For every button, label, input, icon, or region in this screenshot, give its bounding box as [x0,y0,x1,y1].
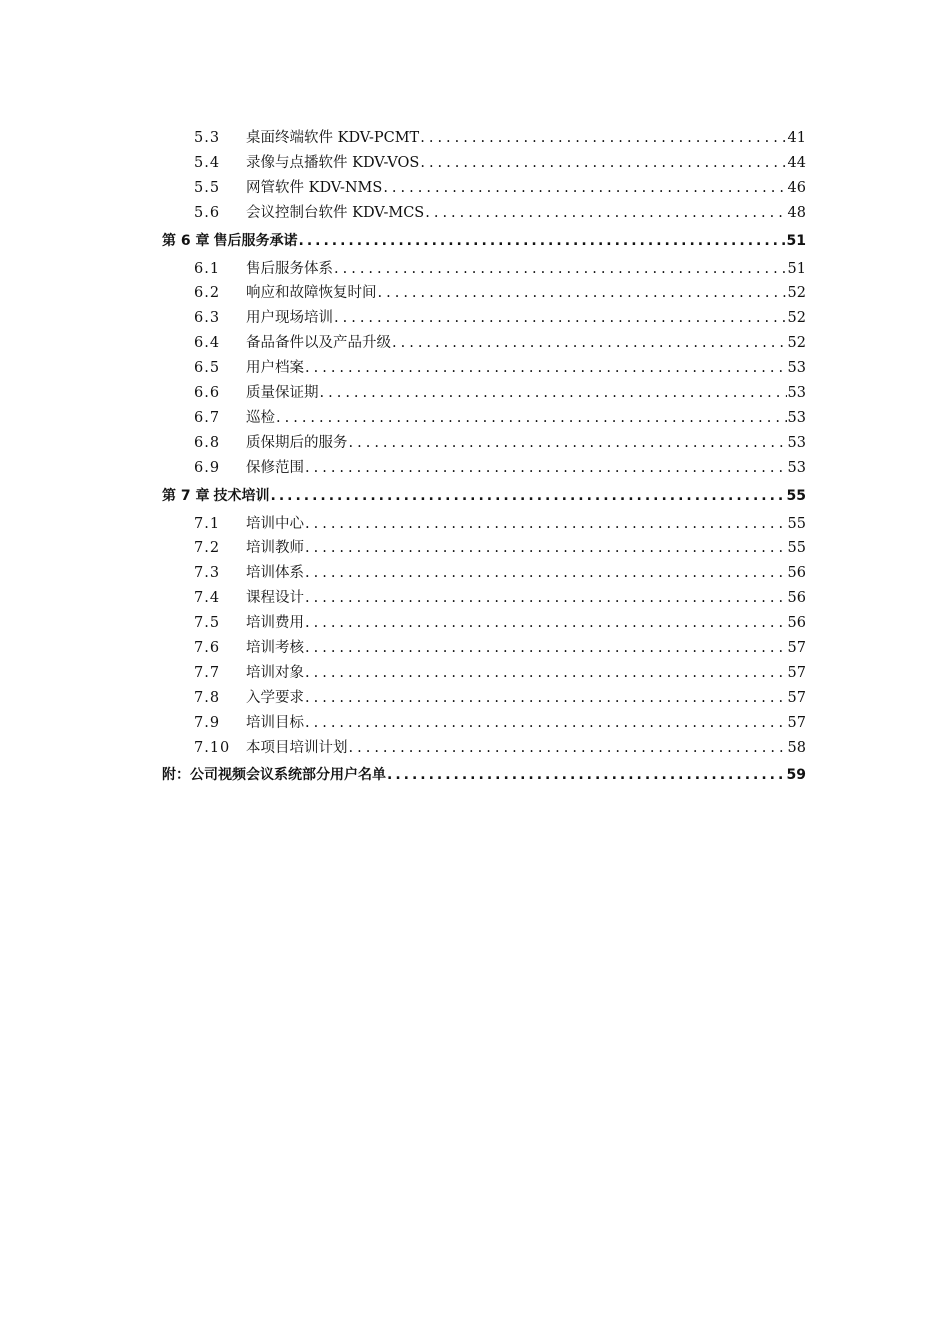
toc-entry-6-2[interactable] [162,281,806,306]
toc-entry-title: 本项目培训计划 [246,739,348,756]
toc-entry-number: 6.9 [194,459,221,476]
toc-entry-number: 7.1 [194,515,221,532]
toc-entry-page: 53 [787,434,806,451]
toc-chapter-page: 55 [786,487,806,504]
toc-entry-title: 桌面终端软件 KDV-PCMT [246,130,420,146]
toc-entry-6-1[interactable] [162,257,806,282]
toc-entry-7-5[interactable] [162,611,806,636]
toc-entry-page: 57 [787,689,806,706]
toc-entry-6-7[interactable] [162,406,806,431]
toc-entry-page: 52 [787,285,806,302]
toc-entry-title: 培训体系 [246,565,304,582]
toc-entry-title: 响应和故障恢复时间 [246,285,377,302]
toc-entry-7-9[interactable] [162,711,806,736]
toc-dot-leader [305,536,787,561]
toc-chapter-page: 51 [786,232,806,249]
toc-entry-6-4[interactable] [162,331,806,356]
toc-entry-number: 6.8 [194,434,221,451]
toc-entry-title: 入学要求 [246,689,304,706]
toc-entry-title: 培训费用 [246,615,304,632]
toc-entry-5-3[interactable] [162,126,806,151]
toc-dot-leader [387,760,786,791]
toc-entry-number: 7.3 [194,565,221,582]
toc-entry-7-4[interactable] [162,586,806,611]
toc-dot-leader [271,481,786,512]
toc-entry-page: 56 [787,590,806,607]
toc-entry-title: 课程设计 [246,590,304,607]
toc-entry-number: 6.2 [194,285,221,302]
toc-entry-page: 56 [787,565,806,582]
toc-entry-7-6[interactable] [162,636,806,661]
toc-entry-title: 巡检 [246,409,275,426]
toc-entry-6-6[interactable] [162,381,806,406]
toc-entry-page: 53 [787,385,806,402]
toc-entry-number: 7.7 [194,664,221,681]
toc-entry-title: 用户档案 [246,360,304,377]
toc-entry-page: 52 [787,310,806,327]
toc-dot-leader [420,126,786,151]
toc-entry-title: 保修范围 [246,459,304,476]
toc-entry-page: 57 [787,664,806,681]
toc-entry-number: 5.4 [194,154,221,171]
toc-entry-title: 质量保证期 [246,385,319,402]
toc-entry-page: 48 [787,204,806,221]
toc-dot-leader [305,611,787,636]
toc-chapter-title: 技术培训 [213,487,270,504]
toc-dot-leader [383,176,786,201]
toc-entry-number: 7.2 [194,540,221,557]
toc-entry-page: 56 [787,615,806,632]
toc-entry-number: 7.9 [194,714,221,731]
toc-entry-page: 53 [787,459,806,476]
toc-entry-6-8[interactable] [162,431,806,456]
toc-entry-number: 5.6 [194,204,221,221]
toc-entry-title: 备品备件以及产品升级 [246,335,391,352]
toc-entry-7-8[interactable] [162,686,806,711]
toc-entry-page: 52 [787,335,806,352]
toc-entry-title: 培训目标 [246,714,304,731]
toc-entry-page: 55 [787,540,806,557]
toc-entry-title: 培训考核 [246,640,304,657]
toc-dot-leader [334,257,787,282]
toc-entry-number: 7.10 [194,739,231,756]
toc-dot-leader [299,226,786,257]
toc-entry-title: 售后服务体系 [246,260,333,277]
toc-entry-5-5[interactable] [162,176,806,201]
toc-entry-number: 7.4 [194,590,221,607]
toc-entry-title: 培训中心 [246,515,304,532]
toc-entry-page: 53 [787,360,806,377]
toc-dot-leader [392,331,787,356]
toc-chapter-7[interactable] [162,481,806,512]
table-of-contents [162,126,806,791]
toc-entry-title: 培训教师 [246,540,304,557]
toc-dot-leader [349,431,787,456]
toc-entry-number: 5.5 [194,179,221,196]
toc-dot-leader [305,561,787,586]
toc-entry-6-9[interactable] [162,456,806,481]
toc-entry-title: 质保期后的服务 [246,434,348,451]
toc-entry-number: 6.5 [194,360,221,377]
toc-appendix-page: 59 [786,767,806,784]
toc-entry-page: 57 [787,640,806,657]
toc-dot-leader [305,586,787,611]
toc-entry-7-1[interactable] [162,512,806,537]
toc-entry-title: 网管软件 KDV-NMS [246,179,383,196]
toc-entry-number: 6.3 [194,310,221,327]
toc-entry-number: 7.8 [194,689,221,706]
toc-entry-number: 5.3 [194,130,221,146]
toc-dot-leader [305,686,787,711]
toc-dot-leader [276,406,787,431]
toc-dot-leader [320,381,787,406]
toc-entry-7-2[interactable] [162,536,806,561]
toc-entry-number: 7.6 [194,640,221,657]
toc-entry-7-7[interactable] [162,661,806,686]
toc-entry-title: 录像与点播软件 KDV-VOS [246,154,420,171]
toc-entry-page: 44 [787,154,806,171]
toc-entry-5-4[interactable] [162,151,806,176]
toc-entry-page: 53 [787,409,806,426]
toc-entry-6-3[interactable] [162,306,806,331]
toc-dot-leader [420,151,786,176]
toc-chapter-6[interactable] [162,226,806,257]
toc-entry-page: 55 [787,515,806,532]
toc-chapter-number: 第 6 章 [162,232,210,249]
toc-entry-7-3[interactable] [162,561,806,586]
toc-entry-page: 58 [787,739,806,756]
toc-dot-leader [349,736,787,761]
toc-appendix-title: 附：公司视频会议系统部分用户名单 [162,767,386,784]
toc-dot-leader [425,201,786,226]
toc-dot-leader [334,306,787,331]
toc-entry-title: 培训对象 [246,664,304,681]
toc-entry-number: 6.7 [194,409,221,426]
toc-entry-page: 51 [787,260,806,277]
toc-entry-page: 57 [787,714,806,731]
toc-dot-leader [305,636,787,661]
toc-entry-number: 6.4 [194,335,221,352]
toc-entry-6-5[interactable] [162,356,806,381]
toc-appendix[interactable] [162,760,806,791]
toc-dot-leader [305,711,787,736]
toc-dot-leader [305,456,787,481]
toc-dot-leader [305,661,787,686]
toc-dot-leader [305,356,787,381]
toc-entry-number: 6.6 [194,385,221,402]
toc-entry-5-6[interactable] [162,201,806,226]
toc-chapter-title: 售后服务承诺 [213,232,298,249]
toc-entry-number: 7.5 [194,615,221,632]
toc-entry-number: 6.1 [194,260,221,277]
toc-entry-title: 用户现场培训 [246,310,333,327]
toc-dot-leader [378,281,787,306]
toc-entry-page: 41 [787,130,806,146]
toc-chapter-number: 第 7 章 [162,487,210,504]
toc-entry-title: 会议控制台软件 KDV-MCS [246,204,425,221]
toc-entry-page: 46 [787,179,806,196]
toc-dot-leader [305,512,787,537]
toc-entry-7-10[interactable] [162,736,806,761]
